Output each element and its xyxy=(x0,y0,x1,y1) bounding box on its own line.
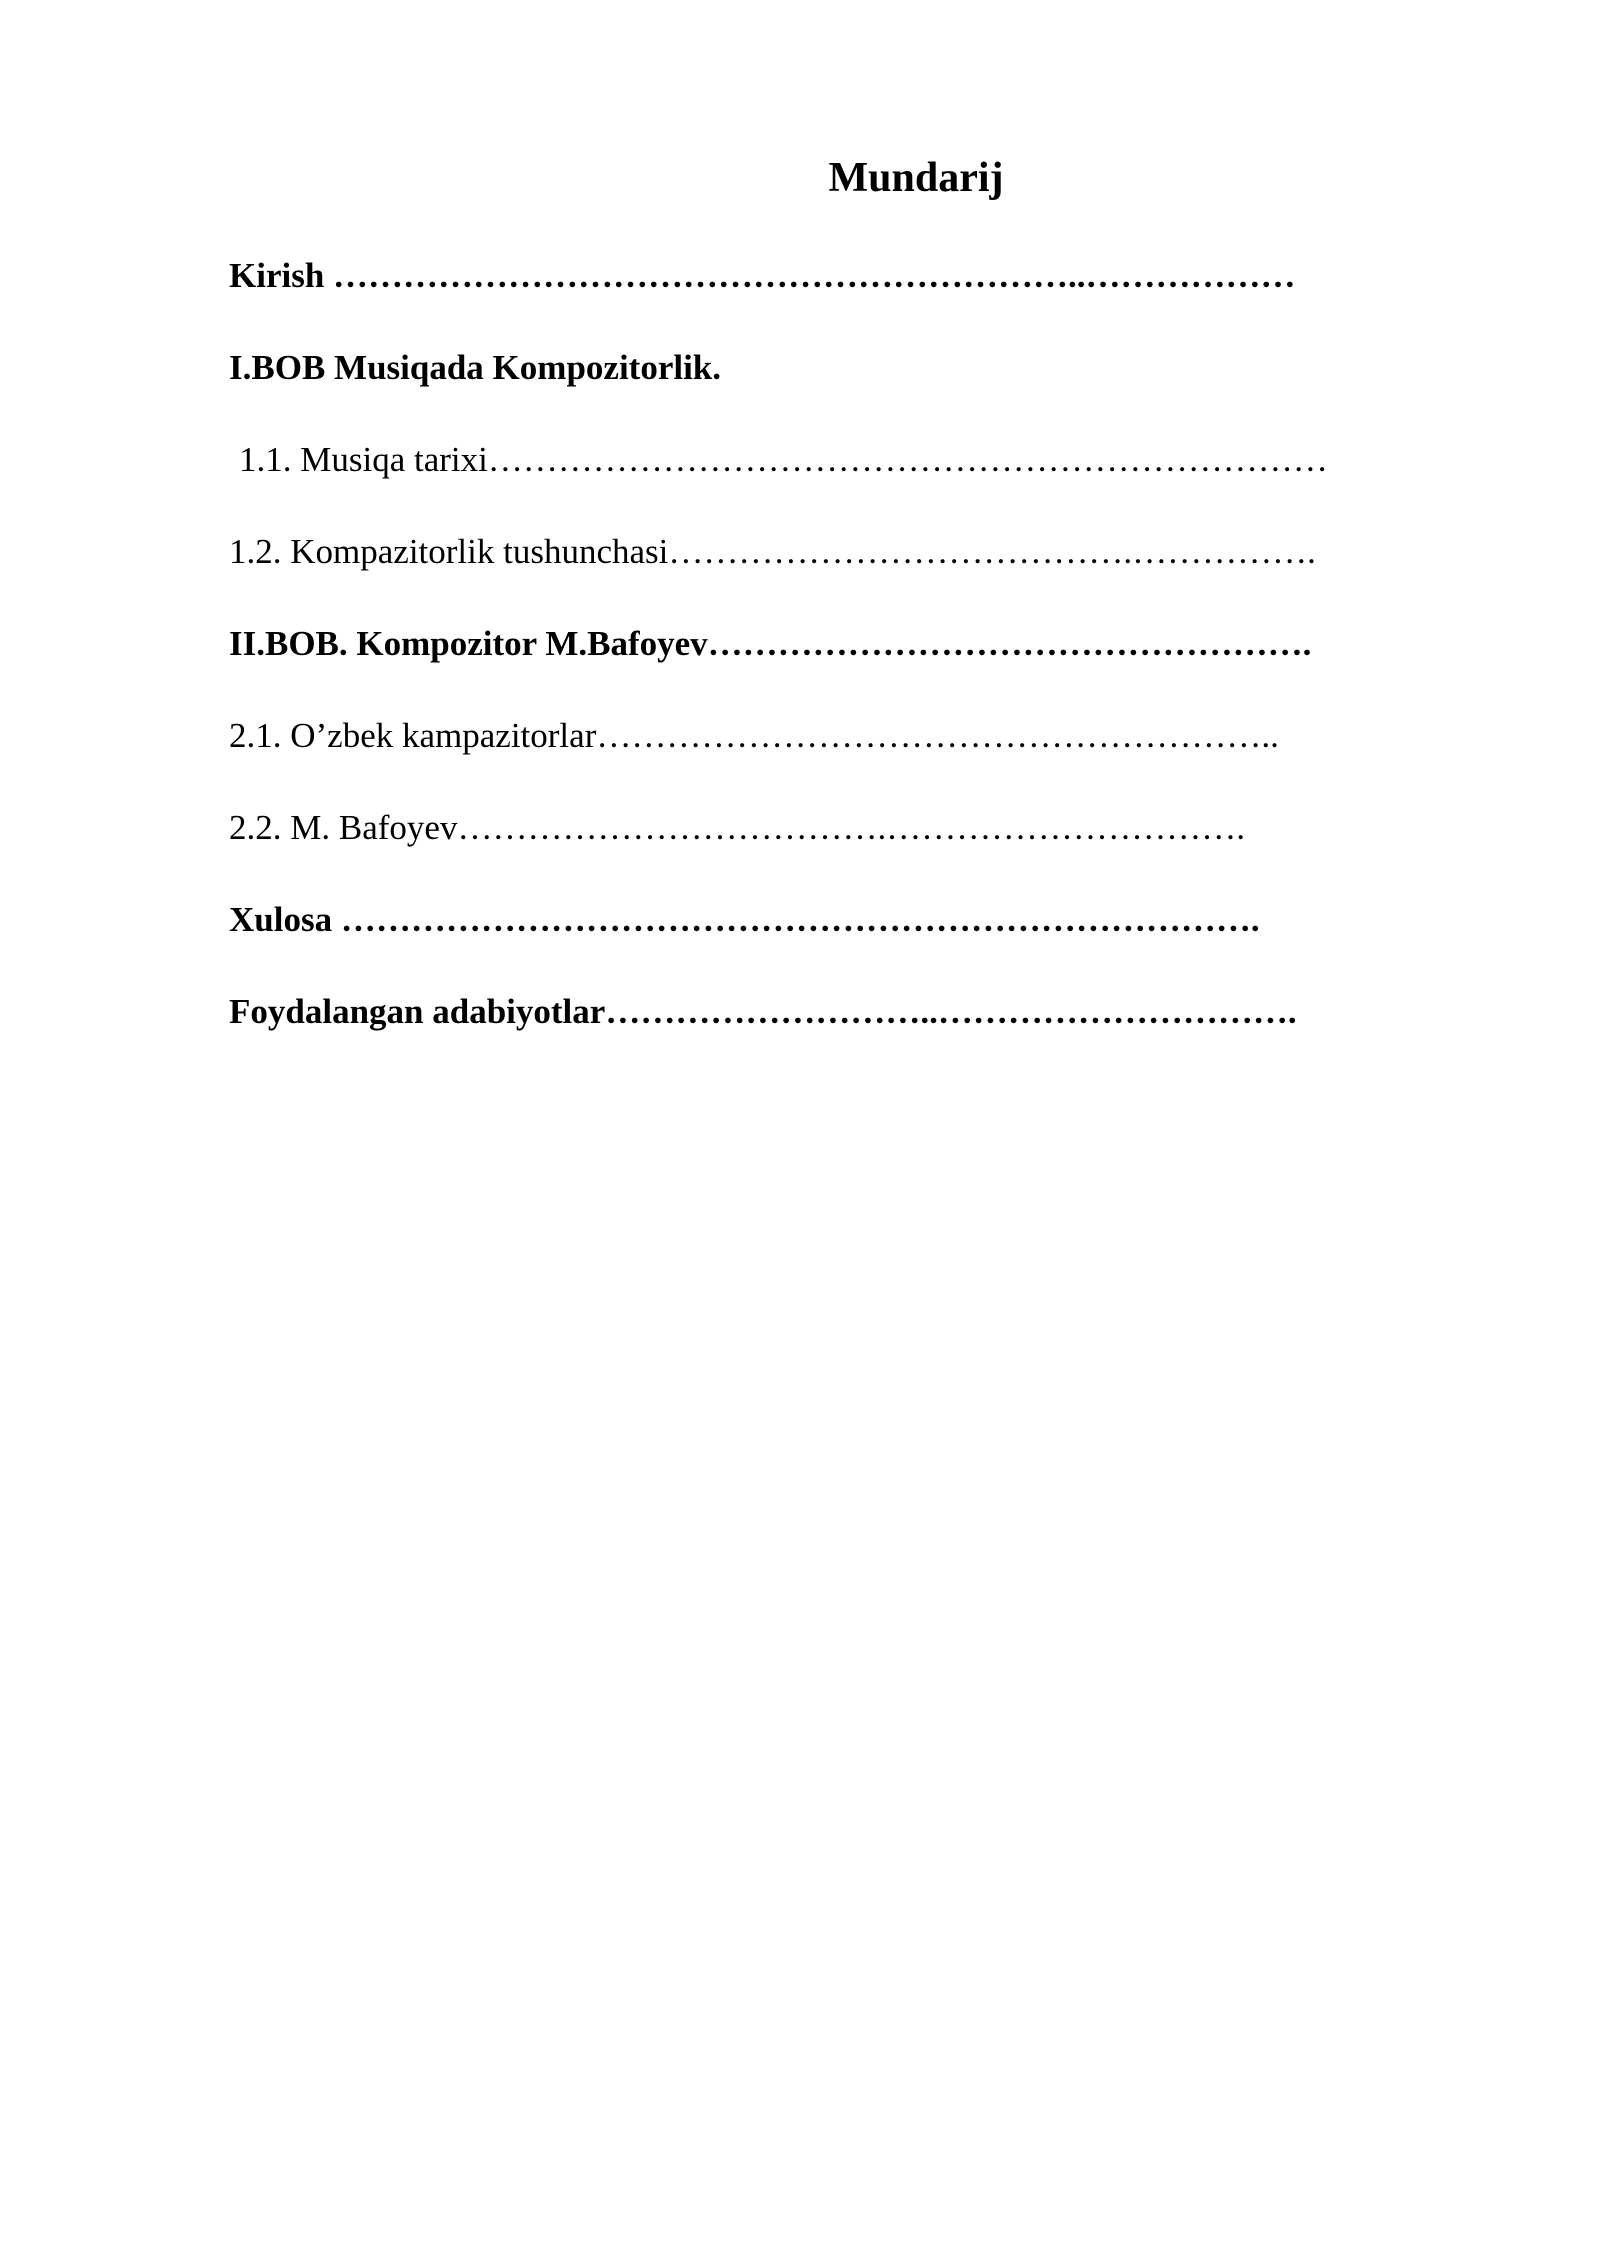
toc-entry-kirish: Kirish ………………………………………………………..……………… xyxy=(229,256,1296,295)
toc-entry-2-2: 2.2. M. Bafoyev……………………………….…………………………. xyxy=(229,808,1245,847)
toc-entry-chapter-1: I.BOB Musiqada Kompozitorlik. xyxy=(229,348,722,387)
toc-entry-1-2: 1.2. Kompazitorlik tushunchasi………………………………….……………. xyxy=(229,532,1316,571)
toc-entry-1-1: 1.1. Musiqa tarixi……………………………………………………………… xyxy=(239,440,1328,479)
toc-entry-chapter-2: II.BOB. Kompozitor M.Bafoyev……………………………………………. xyxy=(229,624,1312,663)
toc-entry-2-1: 2.1. O’zbek kampazitorlar………………………………………………….. xyxy=(229,716,1279,755)
page-title-text: Mundarij xyxy=(828,155,1004,201)
table-of-contents xyxy=(229,250,1429,1078)
toc-entry-xulosa: Xulosa ……………………………………………………………………. xyxy=(229,900,1260,939)
page-title xyxy=(0,148,1600,208)
toc-entry-adabiyotlar: Foydalangan adabiyotlar………………………..…………………………. xyxy=(229,992,1297,1031)
